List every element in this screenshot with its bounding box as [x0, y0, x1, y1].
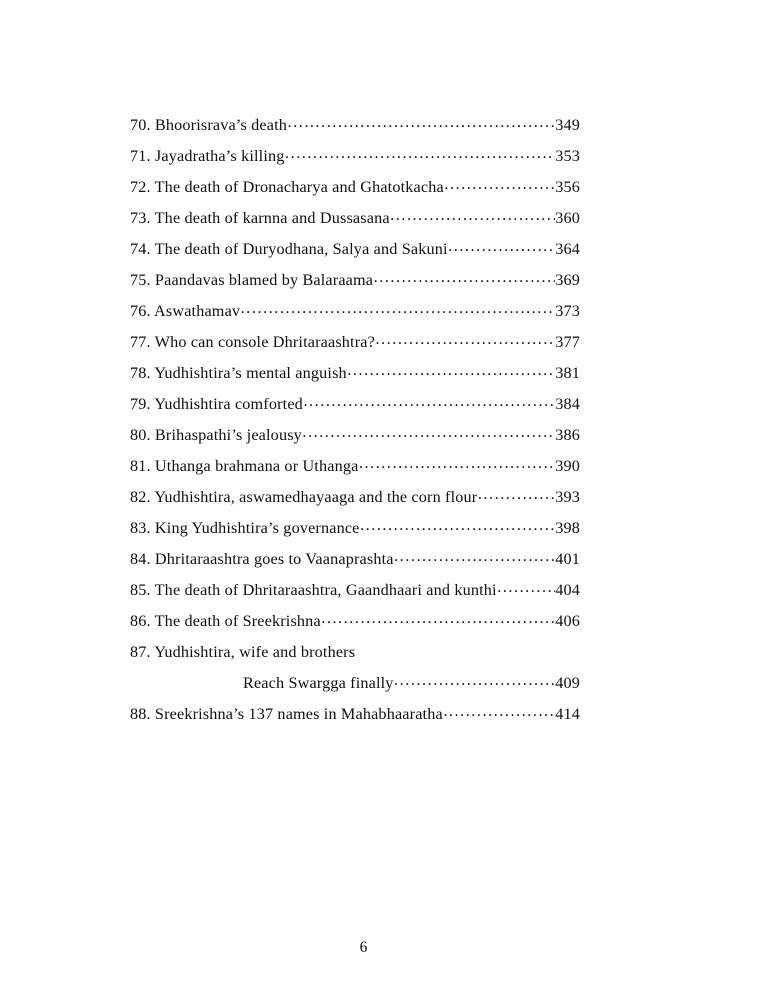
toc-entry-page-number: 373 — [555, 302, 580, 320]
toc-entry-page-number: 401 — [555, 550, 580, 568]
toc-entry[interactable] — [130, 172, 580, 203]
toc-entry-page-number: 360 — [555, 209, 580, 227]
toc-dot-leader — [443, 703, 554, 719]
toc-entry-title: 76. Aswathamav — [130, 302, 241, 320]
toc-entry[interactable] — [130, 389, 580, 420]
toc-entry-title: 80. Brihaspathi’s jealousy — [130, 426, 302, 444]
toc-dot-leader — [359, 455, 555, 471]
toc-entry-page-number: 364 — [555, 240, 580, 258]
toc-dot-leader — [448, 238, 555, 254]
toc-entry[interactable] — [130, 420, 580, 451]
toc-entry[interactable] — [130, 110, 580, 141]
toc-dot-leader — [302, 424, 554, 440]
toc-entry-title: 72. The death of Dronacharya and Ghatotkacha — [130, 178, 444, 196]
toc-entry[interactable] — [130, 482, 580, 513]
toc-entry-title: 73. The death of karnna and Dussasana — [130, 209, 390, 227]
table-of-contents-list — [130, 110, 580, 730]
toc-dot-leader — [288, 114, 555, 130]
toc-entry-title: 85. The death of Dhritaraashtra, Gaandhaari and kunthi — [130, 581, 497, 599]
toc-dot-leader — [285, 145, 555, 161]
toc-entry-title: 75. Paandavas blamed by Balaraama — [130, 271, 374, 289]
toc-dot-leader — [390, 207, 555, 223]
toc-entry-title: 81. Uthanga brahmana or Uthanga — [130, 457, 359, 475]
toc-entry-page-number: 398 — [555, 519, 580, 537]
page-number: 6 — [359, 939, 368, 956]
toc-entry-title: 70. Bhoorisrava’s death — [130, 116, 288, 134]
toc-entry[interactable] — [130, 668, 580, 699]
toc-entry[interactable] — [130, 327, 580, 358]
toc-entry-title: 88. Sreekrishna’s 137 names in Mahabhaaratha — [130, 705, 443, 723]
toc-entry-title: 82. Yudhishtira, aswamedhayaaga and the corn flour — [130, 488, 478, 506]
toc-entry-title: 86. The death of Sreekrishna — [130, 612, 321, 630]
toc-entry[interactable] — [130, 141, 580, 172]
toc-entry[interactable] — [130, 544, 580, 575]
toc-entry-page-number: 414 — [555, 705, 580, 723]
toc-dot-leader — [478, 486, 555, 502]
toc-dot-leader — [241, 300, 555, 316]
toc-dot-leader — [303, 393, 554, 409]
toc-dot-leader — [374, 269, 555, 285]
toc-dot-leader — [444, 176, 554, 192]
toc-entry-title: 84. Dhritaraashtra goes to Vaanaprashta — [130, 550, 394, 568]
toc-entry[interactable] — [130, 451, 580, 482]
toc-entry[interactable] — [130, 296, 580, 327]
toc-entry-page-number: 377 — [555, 333, 580, 351]
toc-entry-page-number: 404 — [555, 581, 580, 599]
toc-entry[interactable] — [130, 575, 580, 606]
toc-dot-leader — [360, 517, 555, 533]
toc-entry-page-number: 353 — [555, 147, 580, 165]
toc-entry[interactable] — [130, 203, 580, 234]
toc-entry-page-number: 356 — [555, 178, 580, 196]
toc-entry[interactable] — [130, 637, 580, 668]
toc-entry[interactable] — [130, 358, 580, 389]
toc-entry-page-number: 393 — [555, 488, 580, 506]
toc-entry[interactable] — [130, 699, 580, 730]
toc-entry-title: 83. King Yudhishtira’s governance — [130, 519, 360, 537]
toc-entry-page-number: 386 — [555, 426, 580, 444]
toc-dot-leader — [394, 672, 555, 688]
toc-entry[interactable] — [130, 513, 580, 544]
toc-entry-title: 87. Yudhishtira, wife and brothers — [130, 643, 356, 661]
toc-entry-page-number: 390 — [555, 457, 580, 475]
toc-dot-leader — [394, 548, 555, 564]
toc-entry[interactable] — [130, 234, 580, 265]
toc-entry-title: 71. Jayadratha’s killing — [130, 147, 285, 165]
toc-entry-title: Reach Swargga finally — [243, 674, 394, 692]
toc-entry[interactable] — [130, 265, 580, 296]
toc-entry[interactable] — [130, 606, 580, 637]
toc-entry-title: 79. Yudhishtira comforted — [130, 395, 303, 413]
toc-entry-title: 77. Who can console Dhritaraashtra? — [130, 333, 375, 351]
toc-entry-page-number: 384 — [555, 395, 580, 413]
toc-dot-leader — [321, 610, 554, 626]
toc-entry-page-number: 381 — [555, 364, 580, 382]
toc-dot-leader — [375, 331, 554, 347]
toc-entry-page-number: 409 — [555, 674, 580, 692]
toc-entry-page-number: 369 — [555, 271, 580, 289]
toc-entry-page-number: 349 — [555, 116, 580, 134]
toc-dot-leader — [347, 362, 554, 378]
toc-entry-title: 78. Yudhishtira’s mental anguish — [130, 364, 347, 382]
toc-dot-leader — [497, 579, 555, 595]
toc-entry-page-number: 406 — [555, 612, 580, 630]
toc-entry-title: 74. The death of Duryodhana, Salya and Sakuni — [130, 240, 448, 258]
